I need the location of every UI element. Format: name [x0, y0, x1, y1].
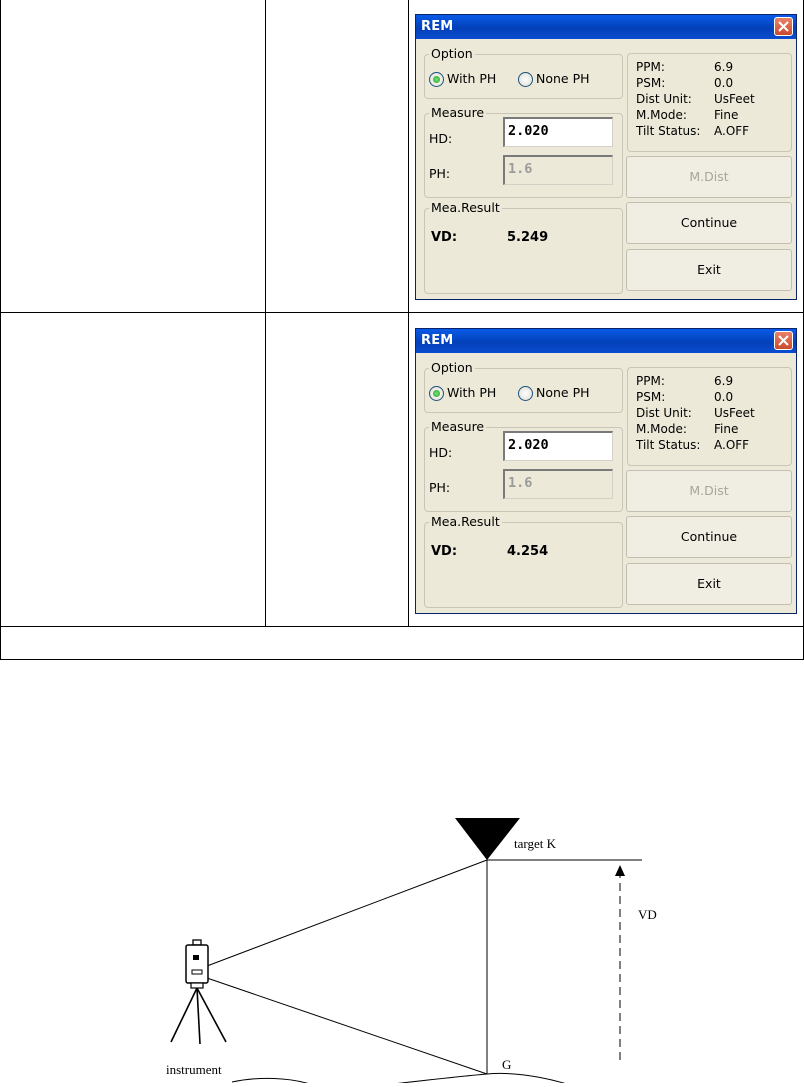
- vd-label: VD: [638, 907, 657, 922]
- option-group-label: Option: [431, 46, 473, 61]
- tilt-status-value: A.OFF: [714, 438, 750, 452]
- vd-value: 5.249: [507, 230, 549, 245]
- close-icon: [778, 21, 789, 32]
- status-panel: [627, 367, 792, 466]
- m-mode-key: M.Mode:: [636, 422, 687, 436]
- measure-group-label: Measure: [431, 419, 485, 434]
- m-mode-key: M.Mode:: [636, 108, 687, 122]
- ground-segment-right: [318, 1073, 590, 1083]
- title-bar: [416, 15, 796, 39]
- dialog-title: REM: [421, 333, 454, 348]
- ppm-key: PPM:: [636, 60, 665, 74]
- psm-value: 0.0: [714, 76, 734, 90]
- status-info: [636, 374, 786, 454]
- ppm-value: 6.9: [714, 374, 734, 388]
- continue-button[interactable]: Continue: [626, 516, 792, 558]
- hd-input[interactable]: 2.020: [503, 431, 613, 461]
- ph-label: PH:: [429, 480, 451, 495]
- tilt-status-key: Tilt Status:: [636, 124, 701, 138]
- radio-selected-dot: [433, 76, 440, 83]
- with-ph-radio[interactable]: [429, 386, 444, 401]
- tilt-status-value: A.OFF: [714, 124, 750, 138]
- dist-unit-value: UsFeet: [714, 92, 755, 106]
- tilt-status-key: Tilt Status:: [636, 438, 701, 452]
- rem-diagram: [0, 660, 804, 1083]
- m-mode-value: Fine: [714, 108, 739, 122]
- table-column-divider-1: [265, 0, 266, 627]
- none-ph-label: None PH: [536, 71, 590, 86]
- ph-input: 1.6: [503, 155, 613, 185]
- vd-arrow-head-icon: [615, 865, 625, 876]
- rem-dialog-2: [415, 328, 797, 614]
- ppm-key: PPM:: [636, 374, 665, 388]
- target-label: target K: [514, 836, 556, 851]
- m-dist-button: M.Dist: [626, 470, 792, 512]
- m-mode-value: Fine: [714, 422, 739, 436]
- option-group: [424, 360, 623, 413]
- rem-diagram-svg: [0, 660, 804, 1083]
- option-group: [424, 46, 623, 99]
- vd-label: VD:: [431, 544, 458, 559]
- table-border-left: [0, 0, 1, 660]
- target-prism-icon: [455, 818, 520, 860]
- vd-label: VD:: [431, 230, 458, 245]
- result-group-label: Mea.Result: [431, 200, 500, 215]
- table-column-divider-2: [408, 0, 409, 627]
- none-ph-radio[interactable]: [518, 386, 533, 401]
- ppm-value: 6.9: [714, 60, 734, 74]
- sight-line-to-ground: [207, 978, 487, 1074]
- result-group: [424, 200, 623, 294]
- dist-unit-key: Dist Unit:: [636, 92, 692, 106]
- dialog-title: REM: [421, 19, 454, 34]
- measure-group-label: Measure: [431, 105, 485, 120]
- with-ph-radio[interactable]: [429, 72, 444, 87]
- exit-button[interactable]: Exit: [626, 249, 792, 291]
- with-ph-label: With PH: [447, 71, 497, 86]
- status-panel: [627, 53, 792, 152]
- hd-label: HD:: [429, 445, 453, 460]
- hd-input[interactable]: 2.020: [503, 117, 613, 147]
- ground-segment-mid: [232, 1078, 310, 1083]
- none-ph-radio[interactable]: [518, 72, 533, 87]
- vd-value: 4.254: [507, 544, 549, 559]
- table-row-divider-1: [0, 312, 804, 313]
- table-row-divider-2: [0, 626, 804, 627]
- result-group-label: Mea.Result: [431, 514, 500, 529]
- continue-button[interactable]: Continue: [626, 202, 792, 244]
- rem-dialog-1: [415, 14, 797, 300]
- psm-value: 0.0: [714, 390, 734, 404]
- close-icon: [778, 335, 789, 346]
- radio-selected-dot: [433, 390, 440, 397]
- exit-button[interactable]: Exit: [626, 563, 792, 605]
- close-button[interactable]: [774, 331, 793, 350]
- hd-label: HD:: [429, 131, 453, 146]
- m-dist-button: M.Dist: [626, 156, 792, 198]
- dist-unit-key: Dist Unit:: [636, 406, 692, 420]
- close-button[interactable]: [774, 17, 793, 36]
- status-info: [636, 60, 786, 140]
- title-bar: [416, 329, 796, 353]
- result-group: [424, 514, 623, 608]
- psm-key: PSM:: [636, 76, 666, 90]
- ground-point-label: G: [502, 1057, 512, 1072]
- measure-group: [424, 105, 623, 198]
- instrument-label: instrument: [166, 1062, 222, 1077]
- option-group-label: Option: [431, 360, 473, 375]
- none-ph-label: None PH: [536, 385, 590, 400]
- ph-label: PH:: [429, 166, 451, 181]
- ph-input: 1.6: [503, 469, 613, 499]
- instrument-icon: [171, 940, 226, 1044]
- dist-unit-value: UsFeet: [714, 406, 755, 420]
- psm-key: PSM:: [636, 390, 666, 404]
- with-ph-label: With PH: [447, 385, 497, 400]
- sight-line-to-target: [207, 860, 487, 966]
- measure-group: [424, 419, 623, 512]
